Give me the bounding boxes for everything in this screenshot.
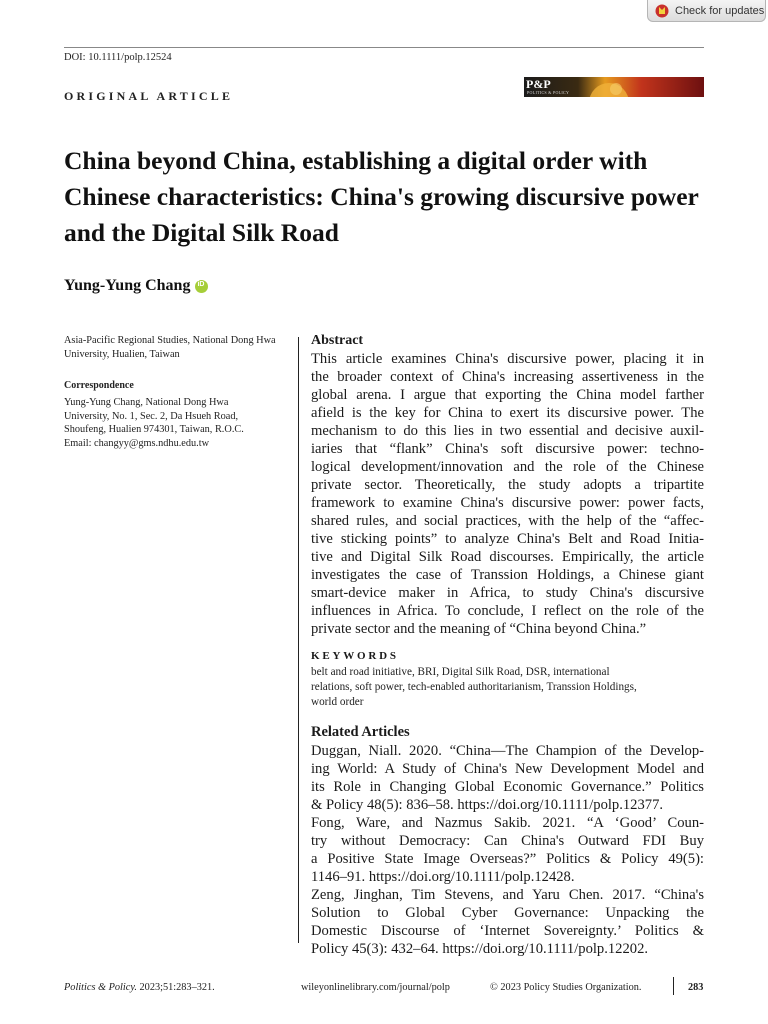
abstract-line: iaries that “flank” China's soft discursive power: techno- <box>311 441 704 457</box>
check-for-updates-label: Check for updates <box>675 4 765 17</box>
check-for-updates-button[interactable] <box>647 0 766 22</box>
related-line: Zeng, Jinghan, Tim Stevens, and Yaru Chen. 2017. “China's <box>311 887 704 903</box>
abstract-line: influences in Africa. To conclude, I reflect on the role of the <box>311 603 704 619</box>
footer-url[interactable]: wileyonlinelibrary.com/journal/polp <box>301 982 450 993</box>
related-line[interactable]: & Policy 48(5): 836–58. https://doi.org/10.1111/polp.12377. <box>311 797 664 813</box>
abstract-line: private sector and the meaning of “China beyond China.” <box>311 621 647 637</box>
related-line: Domestic Discourse of ‘Internet Sovereignty.’ Politics & <box>311 923 704 939</box>
section-label: ORIGINAL ARTICLE <box>64 89 234 103</box>
related-articles-heading: Related Articles <box>311 724 410 740</box>
abstract-line: logical development/innovation and the role of the Chinese <box>311 459 704 475</box>
crossmark-icon <box>655 4 669 18</box>
correspondence-line: Shoufeng, Hualien 974301, Taiwan, R.O.C. <box>64 424 244 435</box>
related-line: its Role in Changing Global Economic Governance.” Politics <box>311 779 704 795</box>
keywords-line: belt and road initiative, BRI, Digital Silk Road, DSR, international <box>311 666 610 678</box>
keywords-line: world order <box>311 696 364 708</box>
related-line[interactable]: Policy 45(3): 432–64. https://doi.org/10.1111/polp.12202. <box>311 941 649 957</box>
footer-volume: 2023;51:283–321. <box>139 982 215 993</box>
footer-divider <box>673 977 674 995</box>
abstract-line: tive and Digital Silk Road discourses. Empirically, the article <box>311 549 704 565</box>
abstract-heading: Abstract <box>311 333 364 348</box>
abstract-line: smart-device maker in Africa, to study China's discursive <box>311 585 704 601</box>
abstract-line: tive sticking points” to analyze China's Belt and Road Initia- <box>311 531 704 547</box>
footer-copyright: © 2023 Policy Studies Organization. <box>490 982 642 993</box>
journal-logo-subtext: POLITICS & POLICY <box>527 90 570 95</box>
journal-logo-text: P&P <box>526 77 551 91</box>
related-line: Duggan, Niall. 2020. “China—The Champion of the Develop- <box>311 743 704 759</box>
related-line: Fong, Ware, and Nazmus Sakib. 2021. “A ‘Good’ Coun- <box>311 815 704 831</box>
column-divider <box>298 337 299 943</box>
abstract-line: This article examines China's discursive power, placing it in <box>311 351 704 367</box>
keywords-line: relations, soft power, tech-enabled authoritarianism, Transsion Holdings, <box>311 681 637 693</box>
correspondence-heading: Correspondence <box>64 380 134 391</box>
keywords-heading: KEYWORDS <box>311 650 399 662</box>
correspondence-line: University, No. 1, Sec. 2, Da Hsueh Road, <box>64 410 239 422</box>
header-rule <box>64 47 704 48</box>
article-title: China beyond China, establishing a digital order with Chinese characteristics: China's growing discursive power and the Digital Silk Road <box>64 146 699 247</box>
journal-logo <box>524 77 704 97</box>
abstract-line: shared rules, and social practices, with the help of the “affec- <box>311 513 704 529</box>
related-line: try without Democracy: Can China's Outward FDI Buy <box>311 833 704 849</box>
related-line: a Positive State Image Overseas?” Politics & Policy 49(5): <box>311 851 704 867</box>
page-number: 283 <box>688 982 704 993</box>
affiliation: Asia-Pacific Regional Studies, National Dong Hwa University, Hualien, Taiwan <box>64 335 276 360</box>
orcid-icon[interactable]: iD <box>195 280 208 293</box>
abstract-line: private sector. Theoretically, the study adopts a tripartite <box>311 477 704 493</box>
abstract-line: afield is the key for China to exert its discursive power. The <box>311 405 704 421</box>
footer-journal: Politics & Policy. <box>64 982 137 993</box>
footer-citation <box>64 982 215 993</box>
abstract-line: global arena. I argue that exporting the China model farther <box>311 387 704 403</box>
author-name[interactable]: Yung-Yung Chang <box>64 277 191 294</box>
correspondence-details <box>64 396 286 450</box>
correspondence-line: Yung-Yung Chang, National Dong Hwa <box>64 397 229 408</box>
abstract-line: framework to examine China's discursive power: power facts, <box>311 495 704 511</box>
author-line <box>64 277 208 295</box>
related-line[interactable]: 1146–91. https://doi.org/10.1111/polp.12428. <box>311 869 575 885</box>
doi-link[interactable]: DOI: 10.1111/polp.12524 <box>64 52 172 63</box>
abstract-line: mechanism to do this lies in two essential and decisive auxil- <box>311 423 704 439</box>
abstract-line: the broader context of China's increasing assertiveness in the <box>311 369 704 385</box>
related-line: ing World: A Study of China's New Development Model and <box>311 761 704 777</box>
related-line: Solution to Global Cyber Governance: Unpacking the <box>311 905 704 921</box>
abstract-line: investigates the case of Transsion Holdings, a Chinese giant <box>311 567 704 583</box>
correspondence-email[interactable]: Email: changyy@gms.ndhu.edu.tw <box>64 437 210 449</box>
